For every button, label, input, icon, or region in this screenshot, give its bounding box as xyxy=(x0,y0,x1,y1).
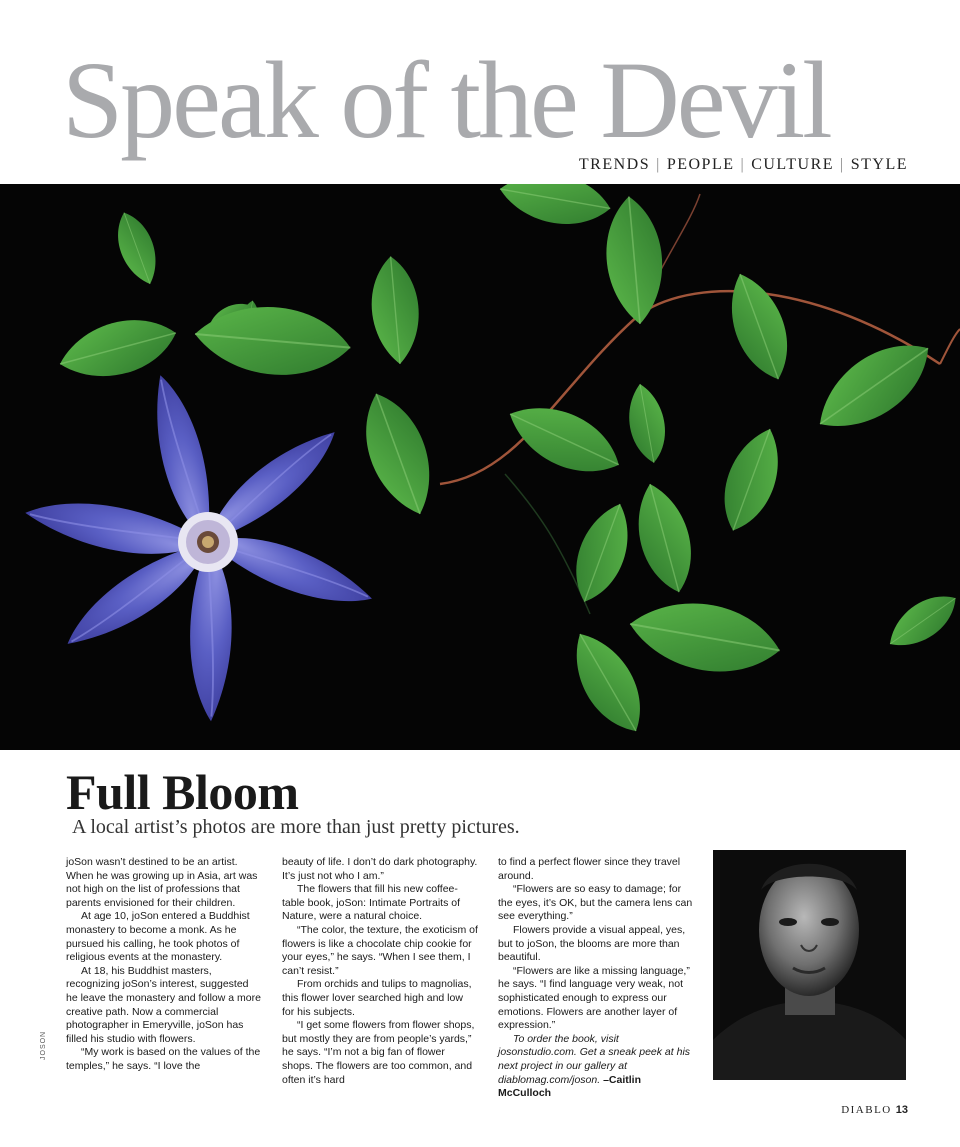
section-separator: | xyxy=(740,156,746,173)
article-headline: Full Bloom xyxy=(66,764,299,820)
paragraph: to find a perfect flower since they travel around. xyxy=(498,856,681,882)
section-style[interactable]: STYLE xyxy=(850,156,908,173)
clematis-photo-illustration xyxy=(0,184,960,750)
paragraph: “Flowers are like a missing language,” he says. “I find language very weak, not sophisticated enough to express our emotions. Flowers are another layer of expression.” xyxy=(498,964,690,1032)
section-trends[interactable]: TRENDS xyxy=(578,156,651,173)
section-nav xyxy=(579,156,908,174)
paragraph: Flowers provide a visual appeal, yes, but to joSon, the blooms are more than beautiful. xyxy=(498,923,686,964)
author-byline: –Caitlin McCulloch xyxy=(498,1073,641,1100)
magazine-name: DIABLO xyxy=(841,1104,892,1116)
paragraph: “The color, the texture, the exoticism of flowers is like a chocolate chip cookie for your eyes,” he says. “When I see them, I can’t resist.” xyxy=(282,923,478,977)
section-people[interactable]: PEOPLE xyxy=(666,156,735,173)
paragraph: beauty of life. I don’t do dark photography. It’s just not who I am.” xyxy=(282,856,478,882)
article-column-3 xyxy=(498,856,694,1101)
paragraph: The flowers that fill his new coffee-table book, joSon: Intimate Portraits of Nature, were a natural choice. xyxy=(282,883,461,923)
article-dek: A local artist’s photos are more than just pretty pictures. xyxy=(72,816,520,838)
book-order-note xyxy=(498,1033,694,1101)
artist-portrait xyxy=(713,850,906,1080)
article-column-2 xyxy=(282,856,478,1087)
page-number: 13 xyxy=(895,1104,908,1116)
masthead-title: Speak of the Devil xyxy=(62,39,830,161)
section-culture[interactable]: CULTURE xyxy=(751,156,835,173)
hero-photo xyxy=(0,184,960,750)
section-separator: | xyxy=(840,156,845,173)
section-separator: | xyxy=(656,156,661,173)
article-column-1 xyxy=(66,856,262,1074)
paragraph: “I get some flowers from flower shops, but mostly they are from people’s yards,” he says. “I’m not a big fan of flower shops. The flowers are too common, and often it’s hard xyxy=(282,1019,475,1086)
paragraph: “My work is based on the values of the temples,” he says. “I love the xyxy=(66,1046,261,1072)
paragraph: At age 10, joSon entered a Buddhist monastery to become a monk. As he pursued his calling, he took photos of religious events at the monastery. xyxy=(66,910,250,964)
paragraph: “Flowers are so easy to damage; for the eyes, it’s OK, but the camera lens can see everything.” xyxy=(498,883,693,923)
paragraph: joSon wasn’t destined to be an artist. When he was growing up in Asia, art was not high on the list of professions that parents envisioned for their children. xyxy=(66,856,258,909)
portrait-illustration xyxy=(713,850,906,1080)
photo-credit: JOSON xyxy=(40,1030,47,1060)
order-text: To order the book, visit josonstudio.com. Get a sneak peek at his next project in our gallery at diablomag.com/joson. xyxy=(498,1032,691,1086)
paragraph: From orchids and tulips to magnolias, this flower lover searched high and low for his subjects. xyxy=(282,978,472,1018)
paragraph: At 18, his Buddhist masters, recognizing joSon’s interest, suggested he leave the monastery and follow a more creative path. Now a commercial photographer in Emeryville, joSon has filled his studio with flowers. xyxy=(66,964,261,1045)
page-folio xyxy=(841,1104,908,1116)
